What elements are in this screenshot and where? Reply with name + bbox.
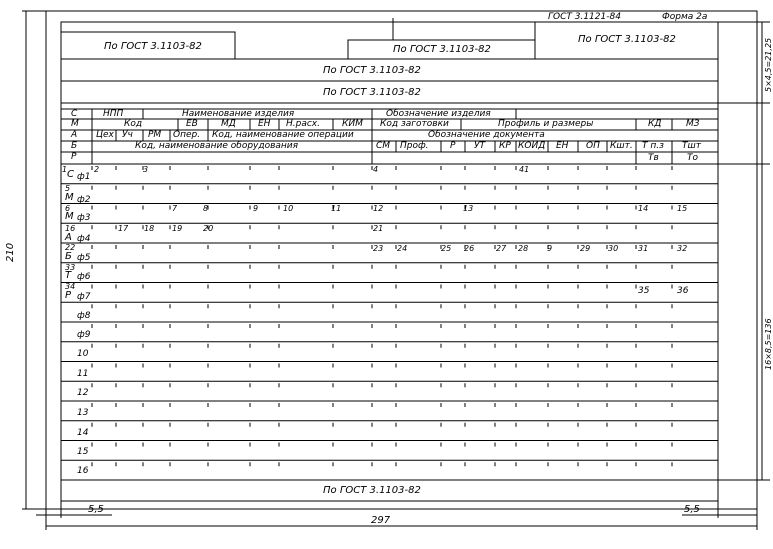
field-number: 13	[463, 204, 474, 213]
head-tv: Тв	[648, 153, 659, 163]
row-label: А	[65, 232, 72, 243]
block-middle-text: По ГОСТ 3.1103-82	[393, 44, 491, 55]
head-profil: Профиль и размеры	[498, 119, 594, 129]
field-number: 24	[397, 244, 408, 253]
field-number: 15	[677, 204, 688, 213]
dim-top-right: 5×4,5=21,25	[764, 37, 773, 92]
field-number: 17	[118, 224, 129, 233]
head-ev: ЕВ	[186, 119, 198, 129]
head-koid: КОИД	[518, 141, 546, 151]
field-number: 20	[203, 224, 214, 233]
row-label: 6	[65, 204, 71, 213]
head-tpz: Т п.з	[642, 141, 664, 151]
field-number: 4	[373, 165, 379, 174]
form-label: Форма 2а	[662, 12, 708, 22]
head-npp: НПП	[103, 109, 124, 119]
row-label: ф2	[77, 195, 91, 205]
head-md: МД	[221, 119, 236, 129]
head-oper: Опер.	[173, 130, 201, 140]
row-label: ф7	[77, 292, 91, 302]
field-number: 14	[638, 204, 649, 213]
row-label: Б	[65, 251, 72, 262]
row-label: 11	[77, 369, 89, 379]
row-label: ф9	[77, 330, 91, 340]
row-label: Р	[65, 290, 72, 301]
head-sm: СМ	[376, 141, 391, 151]
field-number: 9	[547, 244, 553, 253]
field-number: 23	[373, 244, 384, 253]
row-label: 16	[77, 466, 89, 476]
head-nrash: Н.расх.	[286, 119, 320, 129]
field-number: 8	[203, 204, 209, 213]
row-label: ф8	[77, 311, 91, 321]
row-label: Т	[65, 270, 72, 281]
field-number: 10	[283, 204, 294, 213]
head-en: ЕН	[258, 119, 271, 129]
field-number: 25	[441, 244, 452, 253]
field-number: 9	[253, 204, 259, 213]
block-left-text: По ГОСТ 3.1103-82	[104, 41, 202, 52]
field-number: 3	[143, 165, 149, 174]
dim-right-body: 16×8,5=136	[764, 318, 773, 370]
row-label: М	[65, 211, 74, 222]
head-prof: Проф.	[400, 141, 429, 151]
field-number: 26	[464, 244, 475, 253]
row-label: ф5	[77, 253, 91, 263]
row-label: ф4	[77, 234, 91, 244]
head-en2: ЕН	[556, 141, 569, 151]
field-number: 27	[496, 244, 507, 253]
dim-width: 297	[371, 515, 391, 526]
field-number: 36	[677, 286, 689, 296]
rowcode-c: С	[71, 109, 78, 119]
head-kod: Код	[124, 119, 143, 129]
row-label: 5	[65, 184, 71, 193]
head-kd: КД	[648, 119, 662, 129]
row-label: ф1	[77, 172, 91, 182]
field-number: 2	[94, 165, 100, 174]
rowcode-m: М	[71, 119, 79, 129]
rowcode-b: Б	[71, 141, 78, 151]
head-kodnaim: Код, наименование операции	[212, 130, 354, 140]
field-number: 28	[518, 244, 529, 253]
block-right-text: По ГОСТ 3.1103-82	[578, 34, 676, 45]
std-top-label: ГОСТ 3.1121-84	[548, 12, 621, 22]
field-number: 30	[608, 244, 619, 253]
row-label: С	[67, 169, 74, 180]
row-label: ф6	[77, 272, 91, 282]
head-oborud: Код, наименование оборудования	[135, 141, 299, 151]
head-rm: РМ	[148, 130, 162, 140]
head-naim: Наименование изделия	[182, 109, 295, 119]
field-number: 11	[331, 204, 342, 213]
head-kr: КР	[499, 141, 511, 151]
field-number: 19	[172, 224, 183, 233]
head-ceh: Цех	[96, 130, 114, 140]
head-op: ОП	[586, 141, 600, 151]
dim-right-margin: 5,5	[684, 504, 700, 515]
head-mz: МЗ	[686, 119, 700, 129]
field-number: 29	[580, 244, 591, 253]
field-number: 31	[638, 244, 649, 253]
head-ksht: Кшт.	[610, 141, 633, 151]
row2-text: По ГОСТ 3.1103-82	[323, 87, 421, 98]
row-label: 33	[65, 263, 76, 272]
field-number: 7	[172, 204, 178, 213]
dim-left-margin: 5,5	[88, 504, 104, 515]
row-label: 34	[65, 282, 76, 291]
head-r: Р	[450, 141, 456, 151]
row-label: 12	[77, 388, 89, 398]
head-obozdoc: Обозначение документа	[428, 130, 545, 140]
rowcode-r: Р	[71, 152, 77, 162]
field-number: 18	[144, 224, 155, 233]
head-ut: УТ	[474, 141, 485, 151]
head-kodzag: Код заготовки	[380, 119, 449, 129]
footer-text: По ГОСТ 3.1103-82	[323, 485, 421, 496]
head-uch: Уч	[122, 130, 133, 140]
head-oboz: Обозначение изделия	[386, 109, 491, 119]
sheet-frame	[46, 11, 757, 509]
row-label: М	[65, 192, 74, 203]
row-label: 15	[77, 447, 89, 457]
field-number: 35	[638, 286, 650, 296]
field-number: 41	[519, 165, 530, 174]
field-number: 32	[677, 244, 688, 253]
rowcode-a: А	[71, 130, 78, 140]
row-label: 13	[77, 408, 89, 418]
dim-height: 210	[5, 242, 16, 262]
row-label: 14	[77, 428, 89, 438]
row-label: 16	[65, 224, 76, 233]
row-label: 22	[65, 243, 76, 252]
head-tsht: Тшт	[682, 141, 701, 151]
row-label: 10	[77, 349, 89, 359]
row-label: 1	[62, 165, 68, 174]
row-label: ф3	[77, 213, 91, 223]
field-number: 12	[373, 204, 384, 213]
field-number: 21	[373, 224, 384, 233]
row1-text: По ГОСТ 3.1103-82	[323, 65, 421, 76]
head-to: То	[687, 153, 699, 163]
head-kim: КИМ	[342, 119, 363, 129]
